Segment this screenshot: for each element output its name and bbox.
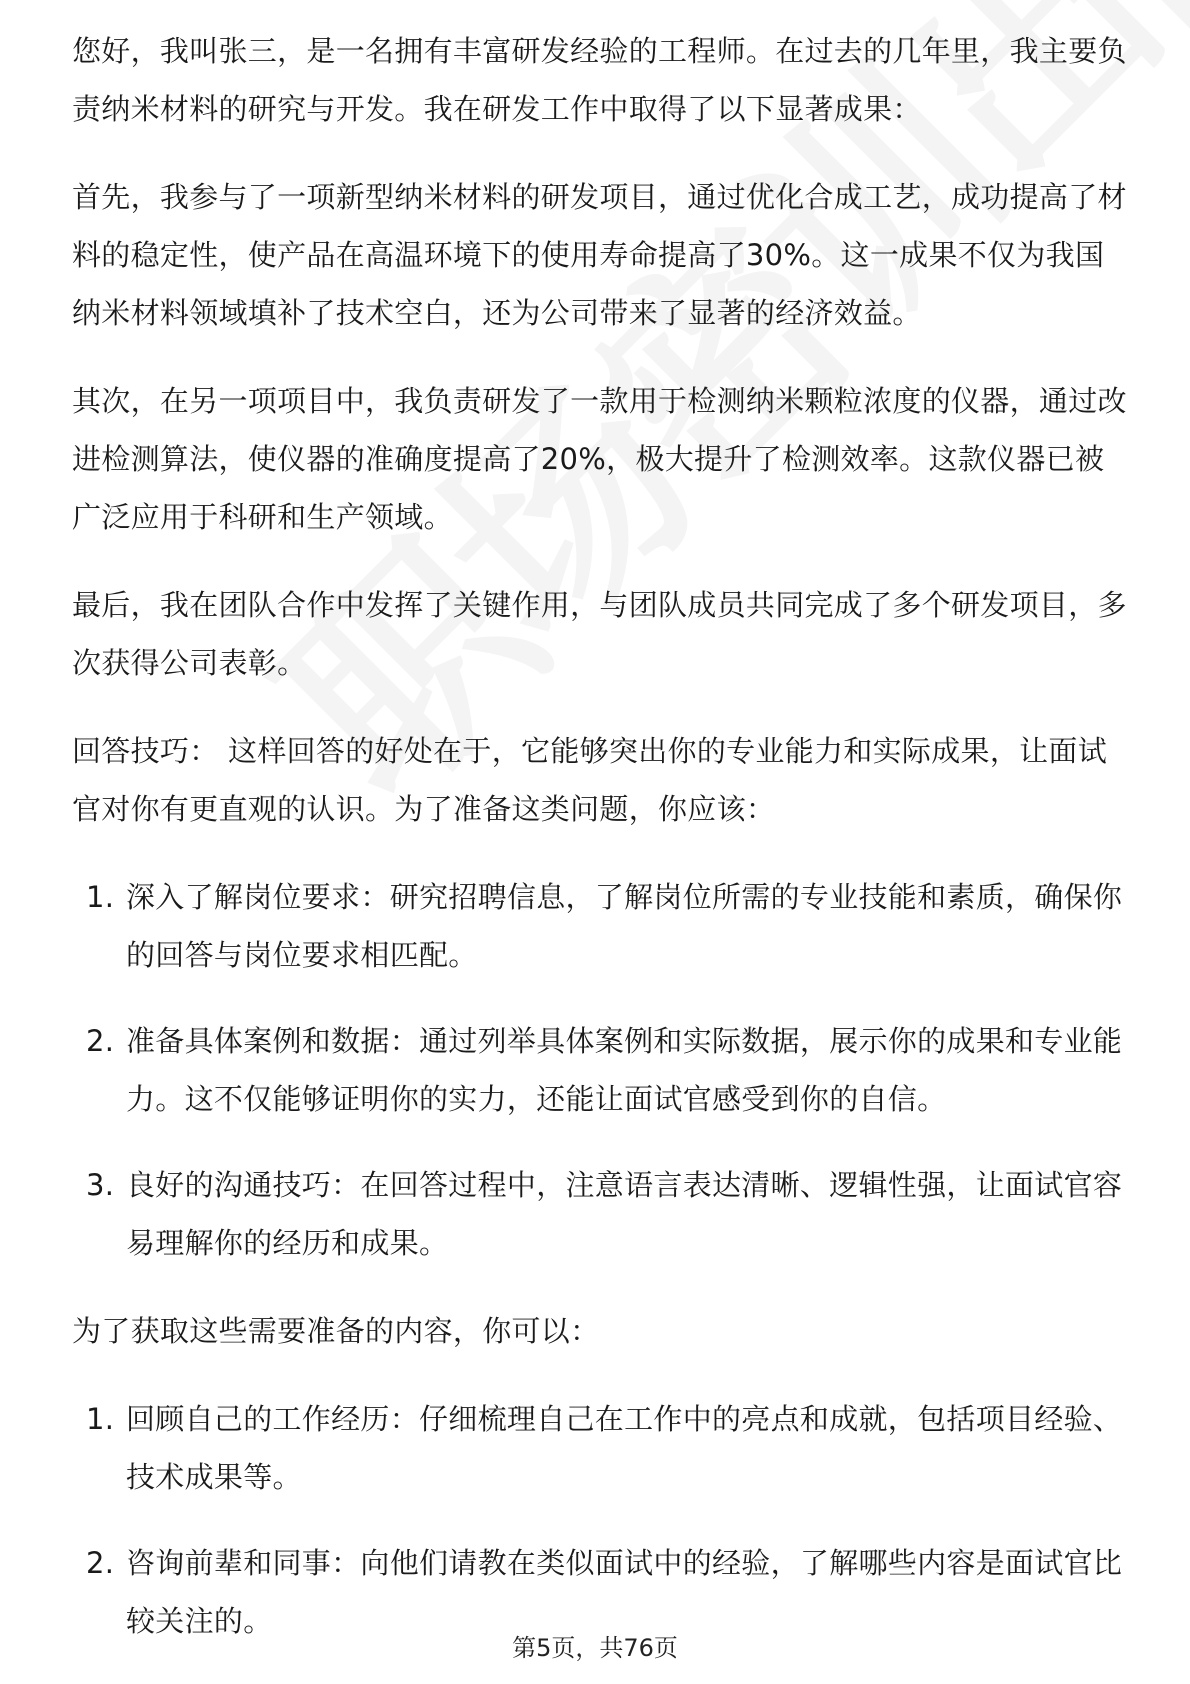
list-number: 2.	[86, 1024, 115, 1058]
list-item-text: 回顾自己的工作经历：仔细梳理自己在工作中的亮点和成就，包括项目经验、技术成果等。	[126, 1402, 1123, 1494]
second-achievement-paragraph: 其次，在另一项项目中，我负责研发了一款用于检测纳米颗粒浓度的仪器，通过改进检测算法，使仪器的准确度提高了20%，极大提升了检测效率。这款仪器已被广泛应用于科研和生产领域。	[72, 384, 1127, 534]
first-achievement-paragraph: 首先，我参与了一项新型纳米材料的研发项目，通过优化合成工艺，成功提高了材料的稳定性，使产品在高温环境下的使用寿命提高了30%。这一成果不仅为我国纳米材料领域填补了技术空白，还为公司带来了显著的经济效益。	[72, 180, 1127, 330]
list-number: 2.	[86, 1546, 115, 1580]
list-item-text: 深入了解岗位要求：研究招聘信息，了解岗位所需的专业技能和素质，确保你的回答与岗位要求相匹配。	[126, 880, 1123, 972]
preparation-list	[72, 868, 1132, 1272]
last-achievement-paragraph: 最后，我在团队合作中发挥了关键作用，与团队成员共同完成了多个研发项目，多次获得公司表彰。	[72, 588, 1127, 680]
gather-list	[72, 1390, 1132, 1650]
document-body	[72, 28, 1132, 1680]
gather-content-paragraph: 为了获取这些需要准备的内容，你可以：	[72, 1314, 600, 1348]
list-item-text: 良好的沟通技巧：在回答过程中，注意语言表达清晰、逻辑性强，让面试官容易理解你的经历和成果。	[126, 1168, 1123, 1260]
list-item-text: 准备具体案例和数据：通过列举具体案例和实际数据，展示你的成果和专业能力。这不仅能够证明你的实力，还能让面试官感受到你的自信。	[126, 1024, 1123, 1116]
list-item	[72, 868, 1132, 984]
answer-tips-paragraph: 回答技巧： 这样回答的好处在于，它能够突出你的专业能力和实际成果，让面试官对你有更直观的认识。为了准备这类问题，你应该：	[72, 734, 1108, 826]
list-number: 1.	[86, 1402, 115, 1436]
list-item	[72, 1012, 1132, 1128]
list-item	[72, 1156, 1132, 1272]
page-footer: 第5页，共76页	[512, 1634, 678, 1662]
list-number: 1.	[86, 880, 115, 914]
list-item	[72, 1390, 1132, 1506]
list-number: 3.	[86, 1168, 115, 1202]
list-item-text: 咨询前辈和同事：向他们请教在类似面试中的经验，了解哪些内容是面试官比较关注的。	[126, 1546, 1123, 1638]
intro-paragraph: 您好，我叫张三，是一名拥有丰富研发经验的工程师。在过去的几年里，我主要负责纳米材料的研究与开发。我在研发工作中取得了以下显著成果：	[72, 34, 1127, 126]
